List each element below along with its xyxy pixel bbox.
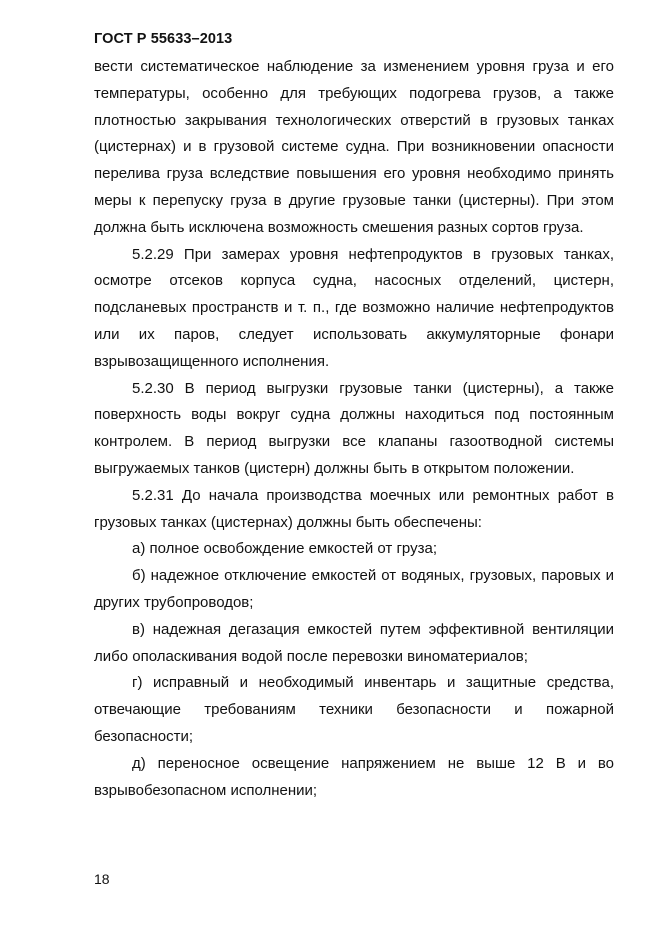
list-item-v: в) надежная дегазация емкостей путем эффективной вентиляции либо ополаскивания водой после перевозки виноматериалов; bbox=[94, 620, 614, 665]
paragraph-5-2-30: 5.2.30 В период выгрузки грузовые танки (цистерны), а также поверхность воды вокруг судна должны находиться под постоянным контролем. В период выгрузки все клапаны газоотводной системы выгружаемых танков (цистерн) должны быть в открытом положении. bbox=[94, 379, 614, 477]
list-item-d: д) переносное освещение напряжением не выше 12 В и во взрывобезопасном исполнении; bbox=[94, 754, 614, 799]
paragraph-continuation: вести систематическое наблюдение за изменением уровня груза и его температуры, особенно для требующих подогрева грузов, а также плотностью закрывания технологических отверстий в грузовых танках (цистернах) и в грузовой системе судна. При возникновении опасности перелива груза вследствие повышения его уровня необходимо принять меры к перепуску груза в другие грузовые танки (цистерны). При этом должна быть исключена возможность смешения разных сортов груза. bbox=[94, 58, 614, 236]
list-item-a: а) полное освобождение емкостей от груза; bbox=[132, 540, 437, 558]
paragraph-5-2-29: 5.2.29 При замерах уровня нефтепродуктов в грузовых танках, осмотре отсеков корпуса судна, насосных отделений, цистерн, подсланевых пространств и т. п., где возможно наличие нефтепродуктов или их паров, следует использовать аккумуляторные фонари взрывозащищенного исполнения. bbox=[94, 245, 614, 370]
document-body bbox=[94, 54, 614, 804]
document-header: ГОСТ Р 55633–2013 bbox=[94, 31, 233, 47]
list-item-g: г) исправный и необходимый инвентарь и защитные средства, отвечающие требованиям техники безопасности и пожарной безопасности; bbox=[94, 674, 614, 745]
paragraph-5-2-31: 5.2.31 До начала производства моечных или ремонтных работ в грузовых танках (цистернах) должны быть обеспечены: bbox=[94, 486, 614, 531]
list-item-b: б) надежное отключение емкостей от водяных, грузовых, паровых и других трубопроводов; bbox=[94, 567, 614, 611]
page-number: 18 bbox=[94, 871, 110, 887]
